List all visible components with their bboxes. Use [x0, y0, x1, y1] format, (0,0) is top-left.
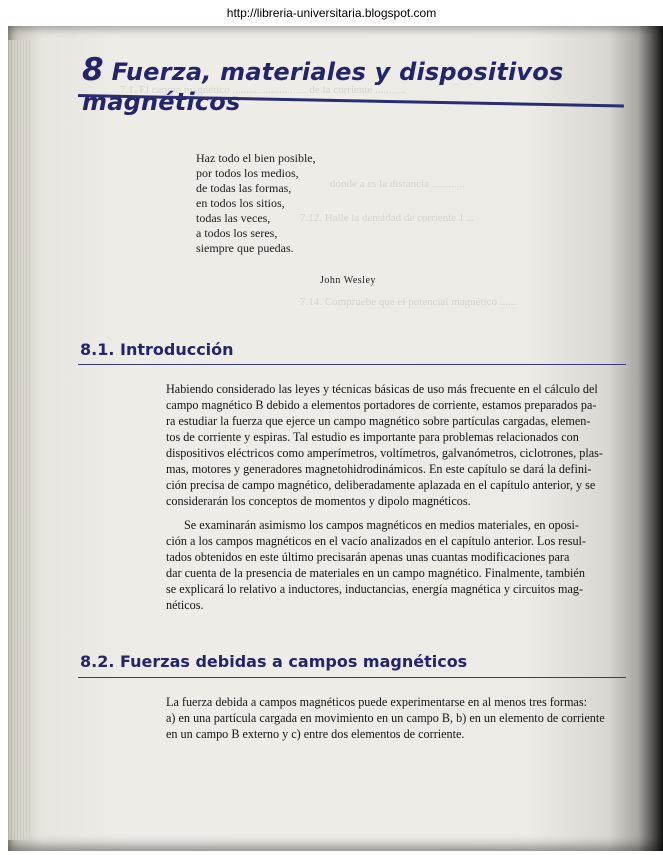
text-line: dar cuenta de la presencia de materiales en un campo magnético. Finalmente, también: [166, 566, 585, 580]
section-heading-fuerzas: 8.2. Fuerzas debidas a campos magnéticos: [80, 652, 468, 671]
text-line: tados obtenidos en este último precisarán apenas unas cuantas modificaciones para: [166, 550, 570, 564]
page-edge: [8, 40, 30, 840]
epigraph-author: John Wesley: [320, 275, 376, 286]
show-through-text: donde a es la distancia ............: [330, 178, 465, 190]
text-line: ra estudiar la fuerza que ejerce un campo magnético sobre partículas cargadas, elemen-: [166, 414, 591, 428]
text-line: néticos.: [166, 598, 204, 612]
text-line: tos de corriente y espiras. Tal estudio es importante para problemas relacionados con: [166, 430, 579, 444]
source-url: http://libreria-universitaria.blogspot.com: [226, 6, 437, 20]
epigraph: [196, 151, 396, 256]
text-line: campo magnético B debido a elementos portadores de corriente, estamos preparados pa-: [166, 398, 597, 412]
epigraph-line: de todas las formas,: [196, 181, 292, 195]
text-line: en un campo B externo y c) entre dos elementos de corriente.: [166, 727, 465, 741]
chapter-number: 8: [82, 52, 104, 88]
epigraph-line: a todos los seres,: [196, 226, 278, 240]
section2-paragraph1: [166, 694, 605, 742]
show-through-text: 7.12. Halle la densidad de corriente J ...: [300, 212, 475, 224]
section-rule: [78, 364, 626, 365]
text-line: La fuerza debida a campos magnéticos puede experimentarse en al menos tres formas:: [166, 695, 587, 709]
text-line: a) en una partícula cargada en movimiento en un campo B, b) en un elemento de corriente: [166, 711, 605, 725]
section-heading-introduccion: 8.1. Introducción: [80, 340, 234, 359]
text-line: Habiendo considerado las leyes y técnicas básicas de uso más frecuente en el cálculo del: [166, 382, 598, 396]
section-rule: [78, 677, 626, 678]
chapter-title: Fuerza, materiales y dispositivos magnéticos: [82, 58, 564, 116]
epigraph-line: por todos los medios,: [196, 166, 299, 180]
epigraph-line: Haz todo el bien posible,: [196, 151, 316, 165]
section1-paragraph2: [166, 517, 586, 613]
text-line: Se examinarán asimismo los campos magnéticos en medios materiales, en oposi-: [184, 518, 579, 532]
text-line: ción a los campos magnéticos en el vacío analizados en el capítulo anterior. Los resul-: [166, 534, 586, 548]
epigraph-line: todas las veces,: [196, 211, 271, 225]
text-line: mas, motores y generadores magnetohidrodinámicos. En este capítulo se dará la defini-: [166, 462, 592, 476]
text-line: ción precisa de campo magnético, deliberadamente aplazada en el capítulo anterior, y se: [166, 478, 596, 492]
epigraph-line: en todos los sitios,: [196, 196, 285, 210]
show-through-text: 7.14. Compruebe que el potencial magnético ......: [300, 296, 517, 308]
show-through-text: 7.1. El campo magnético ........................... de la corriente ...........: [120, 84, 406, 96]
chapter-heading: [82, 52, 622, 116]
epigraph-line: siempre que puedas.: [196, 241, 294, 255]
text-line: dispositivos eléctricos como amperímetros, voltímetros, galvanómetros, ciclotrones, plas-: [166, 446, 603, 460]
text-line: considerarán los conceptos de momentos y dipolo magnéticos.: [166, 494, 471, 508]
section1-paragraph1: [166, 381, 603, 509]
text-line: se explicará lo relativo a inductores, inductancias, energía magnética y circuitos mag-: [166, 582, 584, 596]
